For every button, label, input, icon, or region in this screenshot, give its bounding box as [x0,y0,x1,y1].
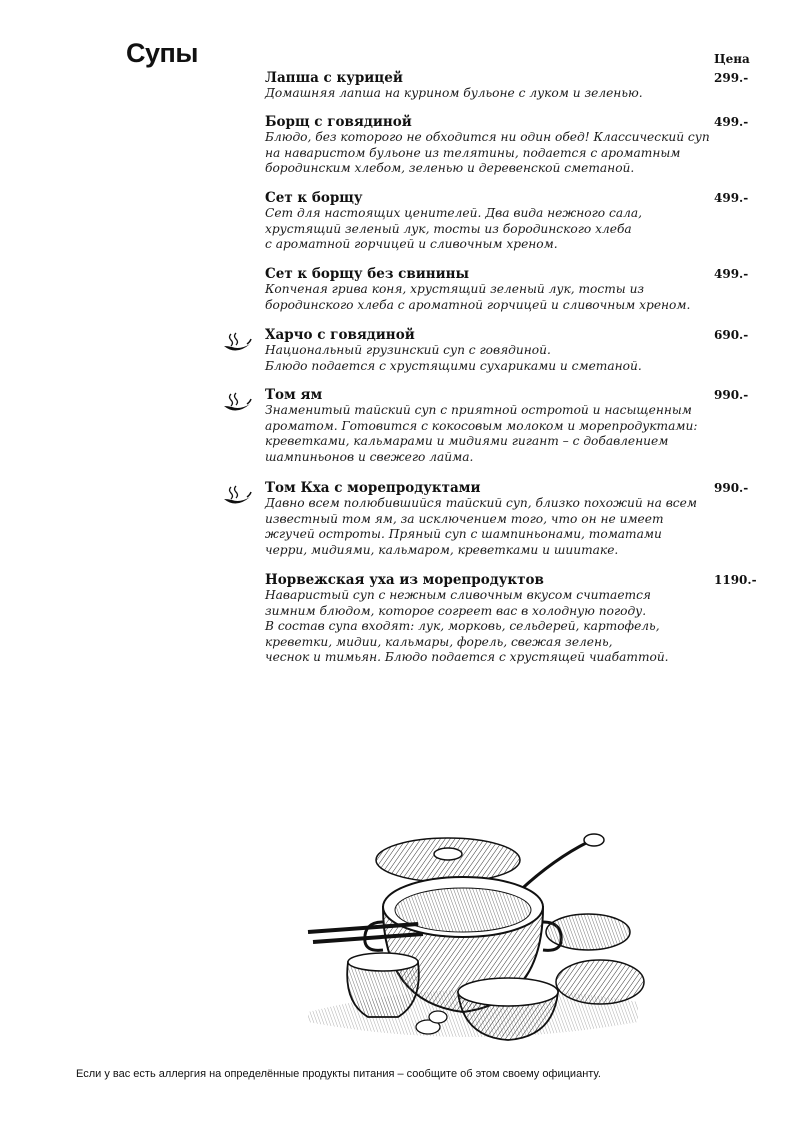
menu-item-tom-kha [265,480,785,558]
price-column-header: Цена [714,52,750,66]
menu-item-borscht-set [265,190,785,253]
menu-item-borscht [265,114,785,177]
menu-item-norwegian-ukha [265,572,785,666]
menu-item-name: Норвежская уха из морепродуктов [265,572,544,588]
menu-item-description: Домашняя лапша на курином бульоне с луком и зеленью. [265,86,643,100]
menu-item-description: Копченая грива коня, хрустящий зеленый лук, тосты из бородинского хлеба с ароматной горчицей и сливочным хреном. [265,282,691,312]
page-title: Супы [126,38,198,68]
menu-item-price: 499.- [714,191,749,205]
chili-pepper-icon [221,330,253,356]
menu-item-name: Борщ с говядиной [265,114,412,130]
menu-item-price: 299.- [714,71,749,85]
menu-item-description: Наваристый суп с нежным сливочным вкусом считается зимним блюдом, которое согреет вас в холодную погоду. В состав супа входят: лук, морковь, сельдерей, картофель, креветки, мидии, кальмары, форель, свежая зелень, чеснок и тимьян. Блюдо подается с хрустящей чиабаттой. [265,588,669,665]
chili-pepper-icon [221,390,253,416]
menu-item-name: Том ям [265,387,323,403]
menu-item-description: Блюдо, без которого не обходится ни один обед! Классический суп на наваристом бульоне из телятины, подается с ароматным бородинским хлебом, зеленью и деревенской сметаной. [265,130,710,176]
soup-pot-illustration [288,812,648,1052]
menu-item-description: Знаменитый тайский суп с приятной остротой и насыщенным ароматом. Готовится с кокосовым молоком и морепродуктами: креветками, кальмарами и мидиями гигант – с добавлением шампиньонов и свежего лайма. [265,403,698,464]
menu-item-name: Сет к борщу без свинины [265,266,470,282]
menu-item-price: 499.- [714,115,749,129]
menu-item-price: 990.- [714,481,749,495]
menu-item-name: Лапша с курицей [265,70,403,86]
menu-item-borscht-set-no-pork [265,266,785,313]
menu-item-kharcho [265,327,785,374]
menu-item-name: Том Кха с морепродуктами [265,480,481,496]
menu-item-lapsha [265,70,785,102]
allergy-note: Если у вас есть аллергия на определённые продукты питания – сообщите об этом своему официанту. [76,1068,601,1080]
menu-item-tom-yam [265,387,785,465]
menu-item-description: Давно всем полюбившийся тайский суп, близко похожий на всем известный том ям, за исключением того, что он не имеет жгучей остроты. Пряный суп с шампиньонами, томатами черри, мидиями, кальмаром, креветками и шиитаке. [265,496,697,557]
chili-pepper-icon [221,483,253,509]
menu-item-price: 1190.- [714,573,757,587]
menu-item-name: Харчо с говядиной [265,327,415,343]
menu-item-price: 690.- [714,328,749,342]
menu-item-description: Сет для настоящих ценителей. Два вида нежного сала, хрустящий зеленый лук, тосты из бородинского хлеба с ароматной горчицей и сливочным хреном. [265,206,642,252]
menu-item-price: 499.- [714,267,749,281]
menu-item-description: Национальный грузинский суп с говядиной. Блюдо подается с хрустящими сухариками и сметаной. [265,343,642,373]
menu-item-price: 990.- [714,388,749,402]
menu-item-name: Сет к борщу [265,190,363,206]
